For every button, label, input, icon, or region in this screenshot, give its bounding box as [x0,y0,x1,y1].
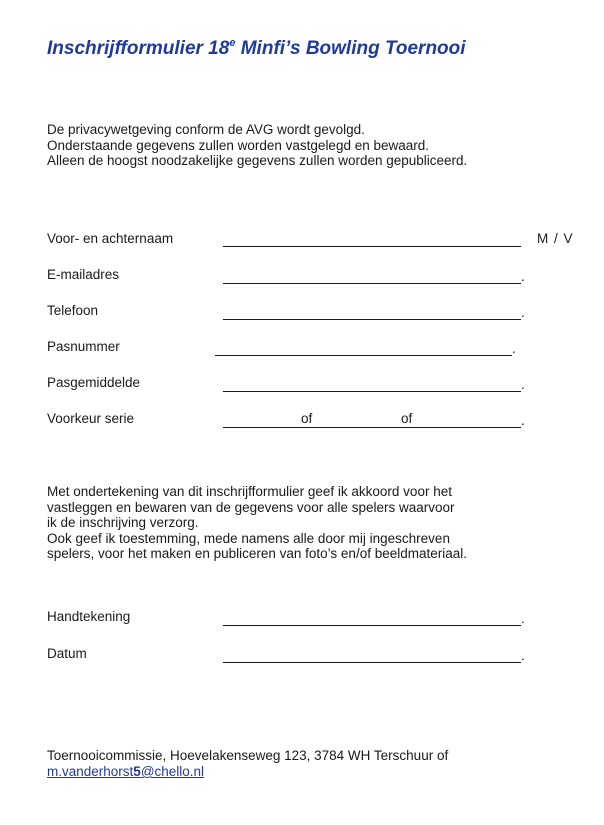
preferred-series-dot: . [521,413,525,428]
consent-line: ik de inschrijving verzorg. [47,515,199,530]
date-dot: . [521,648,525,663]
consent-line: spelers, voor het maken en publiceren van foto’s en/of beeldmateriaal. [47,546,468,561]
name-label: Voor- en achternaam [47,231,174,246]
form-title [47,38,466,60]
phone-field[interactable] [223,319,521,320]
date-field[interactable] [223,662,521,663]
email-label: E-mailadres [47,267,120,282]
pass-number-field[interactable] [215,355,512,356]
consent-statement [47,484,467,562]
form-title-ordinal: e [229,37,236,49]
phone-label: Telefoon [47,303,99,318]
pass-average-label: Pasgemiddelde [47,375,141,390]
footer-address: Toernooicommissie, Hoevelakenseweg 123, 3784 WH Terschuur of [47,748,449,763]
preferred-series-field[interactable] [223,427,521,428]
signature-dot: . [521,611,525,626]
privacy-line: Alleen de hoogst noodzakelijke gegevens zullen worden gepubliceerd. [47,153,468,168]
or-word-1: of [301,411,313,426]
name-field[interactable] [223,246,521,247]
pass-average-dot: . [521,377,525,392]
preferred-series-label: Voorkeur serie [47,411,135,426]
privacy-line: De privacywetgeving conform de AVG wordt gevolgd. [47,122,365,137]
form-title-main: Inschrijfformulier 18 [47,38,230,59]
email-digit: 5 [133,764,141,779]
consent-line: vastleggen en bewaren van de gegevens voor alle spelers waarvoor [47,499,455,515]
footer-email-link[interactable] [47,764,204,779]
consent-line: Ook geef ik toestemming, mede namens alle door mij ingeschreven [47,530,450,546]
form-title-rest: Minfi’s Bowling Toernooi [235,38,466,59]
pass-number-label: Pasnummer [47,339,120,354]
pass-number-dot: . [512,341,516,356]
email-domain: @chello.nl [140,764,205,779]
date-label: Datum [47,646,87,661]
or-word-2: of [401,411,413,426]
gender-choice[interactable]: M / V [537,231,573,246]
consent-line: Met ondertekening van dit inschrijfformulier geef ik akkoord voor het [47,484,452,499]
email-local-part: m.vanderhorst [47,764,134,779]
signature-field[interactable] [223,625,521,626]
email-dot: . [521,269,525,284]
signature-label: Handtekening [47,609,131,624]
footer [47,748,448,780]
email-field[interactable] [223,283,521,284]
privacy-line: Onderstaande gegevens zullen worden vastgelegd en bewaard. [47,137,430,153]
privacy-notice [47,122,467,169]
pass-average-field[interactable] [223,391,521,392]
phone-dot: . [521,305,525,320]
